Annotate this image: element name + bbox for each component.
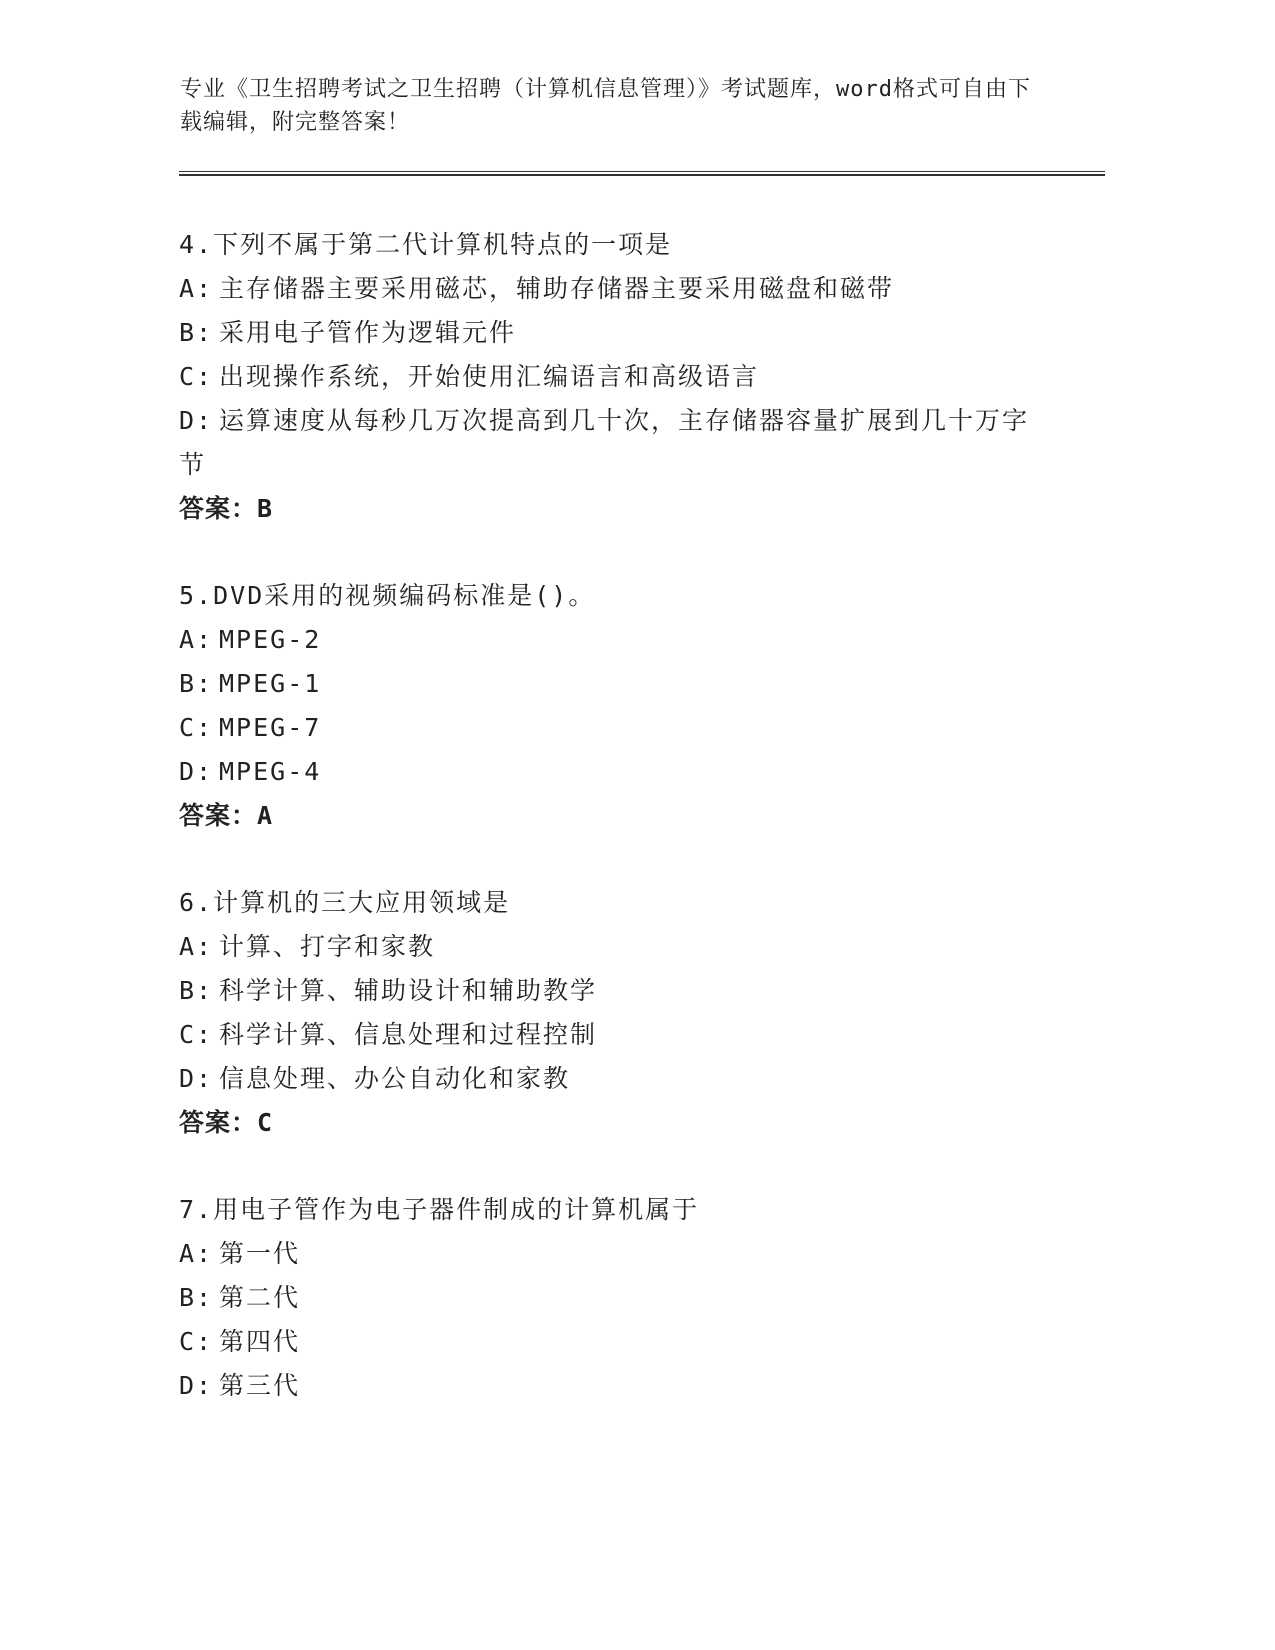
option-key: C: xyxy=(179,713,214,742)
option-key: C: xyxy=(179,1327,214,1356)
option-a xyxy=(179,1232,1079,1276)
question-4 xyxy=(179,223,1079,531)
question-title: 7.用电子管作为电子器件制成的计算机属于 xyxy=(179,1195,700,1224)
option-c xyxy=(179,1320,1079,1364)
option-text: 信息处理、办公自动化和家教 xyxy=(219,1064,571,1093)
option-key: B: xyxy=(179,669,214,698)
option-key: D: xyxy=(179,757,214,786)
option-d xyxy=(179,399,1039,487)
option-key: A: xyxy=(179,274,214,303)
answer: 答案：B xyxy=(179,494,274,523)
option-text: 第三代 xyxy=(219,1371,301,1400)
option-text: MPEG-4 xyxy=(219,757,322,786)
option-text: 第二代 xyxy=(219,1283,301,1312)
option-c xyxy=(179,706,1079,750)
option-c xyxy=(179,355,1079,399)
option-key: D: xyxy=(179,406,214,435)
option-key: A: xyxy=(179,1239,214,1268)
option-c xyxy=(179,1013,1079,1057)
option-d xyxy=(179,1057,1079,1101)
header-rule-thick xyxy=(179,174,1105,176)
question-title: 5.DVD采用的视频编码标准是()。 xyxy=(179,581,596,610)
option-b xyxy=(179,1276,1079,1320)
option-key: C: xyxy=(179,362,214,391)
answer: 答案：C xyxy=(179,1108,274,1137)
question-list xyxy=(179,223,1079,1451)
option-d xyxy=(179,750,1079,794)
option-d xyxy=(179,1364,1079,1408)
header-rule-thin xyxy=(179,171,1105,172)
option-text: MPEG-2 xyxy=(219,625,322,654)
option-text: 第四代 xyxy=(219,1327,301,1356)
answer: 答案：A xyxy=(179,801,274,830)
option-text: 科学计算、信息处理和过程控制 xyxy=(219,1020,598,1049)
option-text: MPEG-7 xyxy=(219,713,322,742)
option-text: 科学计算、辅助设计和辅助教学 xyxy=(219,976,598,1005)
option-key: A: xyxy=(179,625,214,654)
question-6 xyxy=(179,881,1079,1145)
option-key: D: xyxy=(179,1064,214,1093)
option-text: 运算速度从每秒几万次提高到几十次，主存储器容量扩展到几十万字节 xyxy=(179,406,1030,479)
option-b xyxy=(179,969,1079,1013)
option-key: B: xyxy=(179,1283,214,1312)
option-text: 采用电子管作为逻辑元件 xyxy=(219,318,517,347)
option-key: B: xyxy=(179,976,214,1005)
option-a xyxy=(179,618,1079,662)
option-text: 第一代 xyxy=(219,1239,301,1268)
option-key: B: xyxy=(179,318,214,347)
option-a xyxy=(179,925,1079,969)
option-text: 主存储器主要采用磁芯，辅助存储器主要采用磁盘和磁带 xyxy=(219,274,895,303)
option-text: MPEG-1 xyxy=(219,669,322,698)
option-b xyxy=(179,662,1079,706)
option-a xyxy=(179,267,1079,311)
option-key: A: xyxy=(179,932,214,961)
question-title: 6.计算机的三大应用领域是 xyxy=(179,888,511,917)
option-text: 计算、打字和家教 xyxy=(219,932,436,961)
option-b xyxy=(179,311,1079,355)
question-7 xyxy=(179,1188,1079,1408)
question-title: 4.下列不属于第二代计算机特点的一项是 xyxy=(179,230,673,259)
option-key: D: xyxy=(179,1371,214,1400)
option-key: C: xyxy=(179,1020,214,1049)
question-5 xyxy=(179,574,1079,838)
document-header: 专业《卫生招聘考试之卫生招聘（计算机信息管理）》考试题库，word格式可自由下载编辑，附完整答案！ xyxy=(180,77,1031,135)
option-text: 出现操作系统，开始使用汇编语言和高级语言 xyxy=(219,362,760,391)
